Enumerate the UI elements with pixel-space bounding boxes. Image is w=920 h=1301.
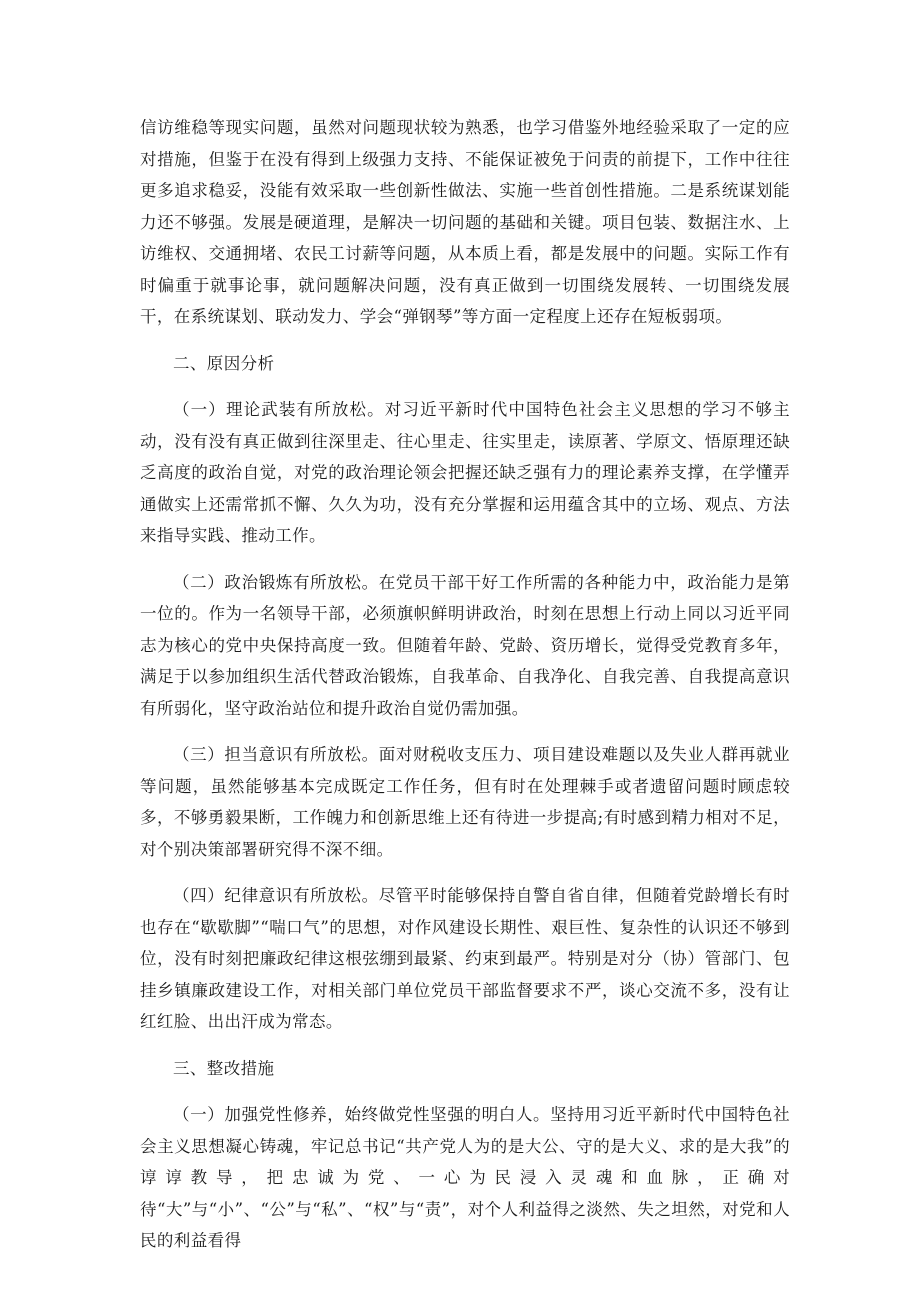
- paragraph-discipline: （四）纪律意识有所放松。尽管平时能够保持自警自省自律，但随着党龄增长有时也存在“歇歇脚”“喘口气”的思想，对作风建设长期性、艰巨性、复杂性的认识还不够到位，没有时刻把廉政纪律这根弦绷到最紧、约束到最严。特别是对分（协）管部门、包挂乡镇廉政建设工作，对相关部门单位党员干部监督要求不严，谈心交流不多，没有让红红脸、出出汗成为常态。: [140, 886, 790, 1031]
- section-heading-cause-analysis: 二、原因分析: [173, 353, 275, 373]
- paragraph-responsibility: （三）担当意识有所放松。面对财税收支压力、项目建设难题以及失业人群再就业等问题，虽然能够基本完成既定工作任务，但有时在处理棘手或者遗留问题时顾虑较多，不够勇毅果断，工作魄力和创新思维上还有待进一步提高;有时感到精力相对不足，对个别决策部署研究得不深不细。: [140, 745, 790, 859]
- paragraph-theory: （一）理论武装有所放松。对习近平新时代中国特色社会主义思想的学习不够主动，没有没有真正做到往深里走、往心里走、往实里走，读原著、学原文、悟原理还缺乏高度的政治自觉，对党的政治理论领会把握还缺乏强有力的理论素养支撑，在学懂弄通做实上还需常抓不懈、久久为功，没有充分掌握和运用蕴含其中的立场、观点、方法来指导实践、推动工作。: [140, 400, 790, 545]
- paragraph-continuation: 信访维稳等现实问题，虽然对问题现状较为熟悉，也学习借鉴外地经验采取了一定的应对措施，但鉴于在没有得到上级强力支持、不能保证被免于问责的前提下，工作中往往更多追求稳妥，没能有效采取一些创新性做法、实施一些首创性措施。二是系统谋划能力还不够强。发展是硬道理，是解决一切问题的基础和关键。项目包装、数据注水、上访维权、交通拥堵、农民工讨薪等问题，从本质上看，都是发展中的问题。实际工作有时偏重于就事论事，就问题解决问题，没有真正做到一切围绕发展转、一切围绕发展干，在系统谋划、联动发力、学会“弹钢琴”等方面一定程度上还存在短板弱项。: [140, 118, 790, 326]
- paragraph-political-training: （二）政治锻炼有所放松。在党员干部干好工作所需的各种能力中，政治能力是第一位的。作为一名领导干部，必须旗帜鲜明讲政治，时刻在思想上行动上同以习近平同志为核心的党中央保持高度一致。但随着年龄、党龄、资历增长，觉得受党教育多年，满足于以参加组织生活代替政治锻炼，自我革命、自我净化、自我完善、自我提高意识有所弱化，坚守政治站位和提升政治自觉仍需加强。: [140, 572, 790, 718]
- document-page: [140, 112, 790, 1272]
- section-heading-rectification: 三、整改措施: [173, 1058, 275, 1078]
- paragraph-party-spirit: （一）加强党性修养，始终做党性坚强的明白人。坚持用习近平新时代中国特色社会主义思想凝心铸魂，牢记总书记“共产党人为的是大公、守的是大义、求的是大我”的谆谆教导，把忠诚为党、一心为民浸入灵魂和血脉，正确对待“大”与“小”、“公”与“私”、“权”与“责”，对个人利益得之淡然、失之坦然，对党和人民的利益看得: [140, 1105, 790, 1250]
